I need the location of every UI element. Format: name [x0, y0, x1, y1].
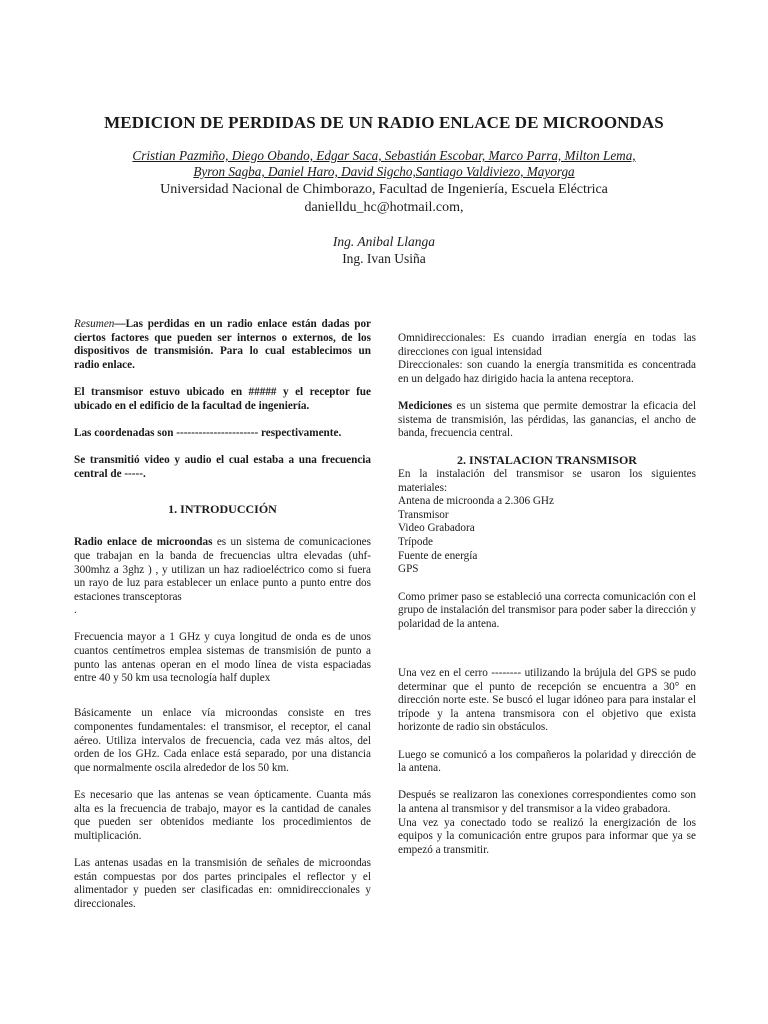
intro-text-1: es un sistema de comunicaciones que trabajan en la banda de frecuencias ultra elevadas (uhf- 300mhz a 3ghz ) , y utilizan un haz radioeléctrico como si fuera un rayo de luz para establecer un enlace punto a punto entre dos estaciones transceptoras	[74, 536, 371, 603]
affiliation-block	[60, 181, 708, 217]
section-heading-introduccion: 1. INTRODUCCIÓN	[168, 501, 277, 516]
abstract-text: —Las perdidas en un radio enlace están dadas por ciertos factores que pueden ser internos o externos, de los dispositivos de transmisión. Para lo cual establecimos un radio enlace.	[74, 318, 371, 371]
intro-paragraph-1	[74, 536, 371, 604]
abstract-paragraph-2: El transmisor estuvo ubicado en ##### y el receptor fue ubicado en el edificio de la facultad de ingeniería.	[74, 385, 371, 412]
materials-list	[398, 495, 696, 577]
left-column	[74, 318, 371, 925]
cerro-paragraph: Una vez en el cerro -------- utilizando la brújula del GPS se pudo determinar que el punto de recepción se encuentra a 30° en dirección norte este. Se buscó el lugar idóneo para para instalar el trípode y la antena transmisora con el objetivo que exista horizonte de radio sin obstáculos.	[398, 667, 696, 734]
abstract-paragraph-3: Las coordenadas son ---------------------- respectivamente.	[74, 426, 342, 439]
abstract	[74, 318, 371, 372]
email: danielldu_hc@hotmail.com,	[304, 200, 464, 215]
intro-paragraph-4: Es necesario que las antenas se vean ópticamente. Cuanta más alta es la frecuencia de trabajo, mayor es la cantidad de canales que pueden ser obtenidos mediante los procedimientos de multiplicación.	[74, 789, 371, 842]
author-list	[60, 148, 708, 180]
omnidireccionales-paragraph: Omnidireccionales: Es cuando irradian energía en todas las direcciones con igual intensidad	[398, 332, 696, 358]
direccionales-paragraph: Direccionales: son cuando la energía transmitida es concentrada en un delgado haz dirigido hacia la antena receptora.	[398, 359, 696, 385]
abstract-paragraph-4: Se transmitió video y audio el cual estaba a una frecuencia central de -----.	[74, 453, 371, 480]
affiliation: Universidad Nacional de Chimborazo, Facultad de Ingeniería, Escuela Eléctrica	[160, 182, 608, 197]
material-item: GPS	[398, 563, 419, 576]
despues-paragraph: Después se realizaron las conexiones correspondientes como son la antena al transmisor y del transmisor a la video grabadora.	[398, 789, 696, 815]
right-column	[398, 332, 696, 871]
intro-paragraph-3: Básicamente un enlace vía microondas consiste en tres componentes fundamentales: el transmisor, el receptor, el canal aéreo. Utiliza intervalos de frecuencia, cada vez más altos, del orden de los GHz. Cada enlace está separado, por una distancia que normalmente oscila alrededor de los 50 km.	[74, 707, 371, 774]
final-paragraph: Una vez ya conectado todo se realizó la energización de los equipos y la comunicación entre grupos para informar que ya se empezó a transmitir.	[398, 816, 696, 856]
material-item: Antena de microonda a 2.306 GHz	[398, 495, 554, 508]
mediciones-paragraph	[398, 400, 696, 441]
installation-intro: En la instalación del transmisor se usaron los siguientes materiales:	[398, 467, 696, 494]
intro-dot: .	[74, 604, 77, 617]
advisor-2: Ing. Ivan Usiña	[342, 251, 426, 266]
abstract-label: Resumen	[74, 318, 115, 330]
section-heading-instalacion: 2. INSTALACION TRANSMISOR	[457, 453, 637, 468]
advisor-1: Ing. Anibal Llanga	[332, 234, 436, 249]
authors-line-1: Cristian Pazmiño, Diego Obando, Edgar Saca, Sebastián Escobar, Marco Parra, Milton Lema,	[132, 148, 636, 163]
mediciones-text: es un sistema que permite demostrar la eficacia del sistema de transmisión, las pérdidas, las ganancias, el ancho de banda, frecuencia central.	[398, 399, 696, 440]
first-step-paragraph: Como primer paso se estableció una correcta comunicación con el grupo de instalación del transmisor para poder saber la dirección y polaridad de la antena.	[398, 590, 696, 630]
intro-paragraph-2: Frecuencia mayor a 1 GHz y cuya longitud de onda es de unos cuantos centímetros emplea sistemas de transmisión de punto a punto las antenas operan en el modo línea de vista espaciadas entre 40 y 50 km usa tecnología half duplex	[74, 631, 371, 685]
intro-term: Radio enlace de microondas	[74, 536, 213, 549]
material-item: Fuente de energía	[398, 549, 478, 562]
material-item: Video Grabadora	[398, 522, 475, 535]
luego-paragraph: Luego se comunicó a los compañeros la polaridad y dirección de la antena.	[398, 748, 696, 775]
material-item: Trípode	[398, 535, 434, 548]
mediciones-term: Mediciones	[398, 399, 453, 412]
paper-title: MEDICION DE PERDIDAS DE UN RADIO ENLACE DE MICROONDAS	[104, 113, 664, 132]
authors-line-2: Byron Sagba, Daniel Haro, David Sigcho,Santiago Valdiviezo, Mayorga	[193, 164, 575, 179]
material-item: Transmisor	[398, 508, 449, 521]
intro-paragraph-5: Las antenas usadas en la transmisión de señales de microondas están compuestas por dos partes principales el reflector y el alimentador y pueden ser clasificadas en: omnidireccionales y direccionales.	[74, 856, 371, 910]
